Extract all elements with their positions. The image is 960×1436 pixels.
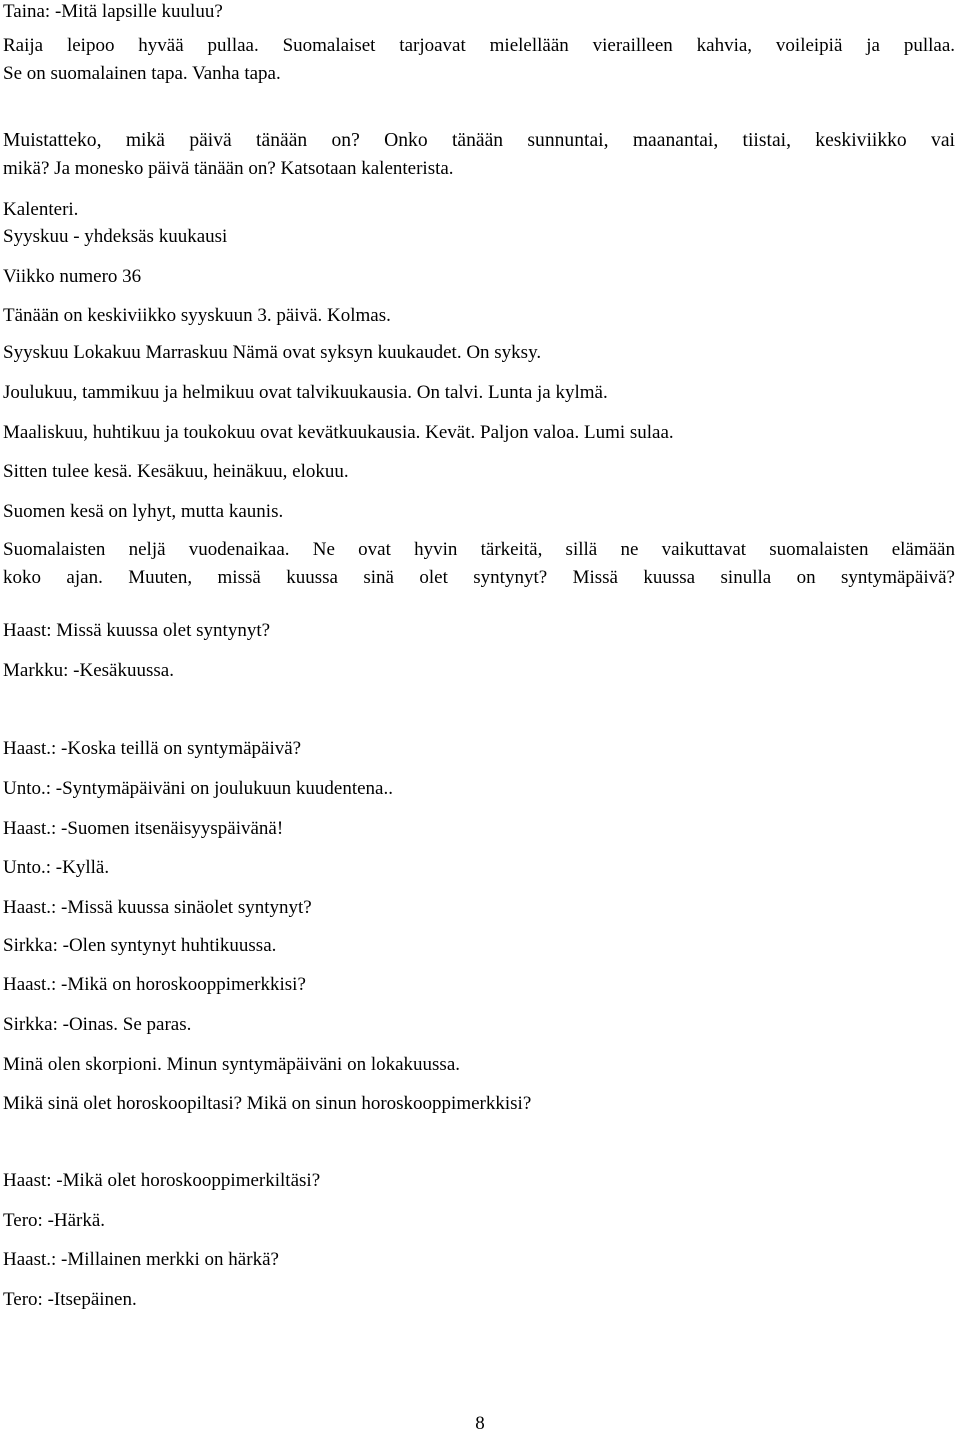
text-line: Tänään on keskiviikko syyskuun 3. päivä. Kolmas. <box>3 305 391 326</box>
text-line: Haast.: -Millainen merkki on härkä? <box>3 1249 279 1270</box>
text-line: Kalenteri. <box>3 199 79 220</box>
text-line: Mikä sinä olet horoskoopiltasi? Mikä on sinun horoskooppimerkkisi? <box>3 1093 532 1114</box>
text-line: Haast.: -Suomen itsenäisyyspäivänä! <box>3 818 284 839</box>
text-line: Viikko numero 36 <box>3 266 142 287</box>
text-line: Haast.: -Mikä on horoskooppimerkkisi? <box>3 974 306 995</box>
text-line: Syyskuu - yhdeksäs kuukausi <box>3 226 228 247</box>
text-line: Muistatteko, mikä päivä tänään on? Onko tänään sunnuntai, maanantai, tiistai, keskiviikko vai <box>3 130 955 151</box>
text-line: Haast.: -Koska teillä on syntymäpäivä? <box>3 738 302 759</box>
text-line: Tero: -Itsepäinen. <box>3 1289 137 1310</box>
text-line: Se on suomalainen tapa. Vanha tapa. <box>3 63 281 84</box>
text-line: Markku: -Kesäkuussa. <box>3 660 174 681</box>
text-line: Haast: Missä kuussa olet syntynyt? <box>3 620 271 641</box>
page-number: 8 <box>475 1413 485 1434</box>
text-line: Maaliskuu, huhtikuu ja toukokuu ovat kevätkuukausia. Kevät. Paljon valoa. Lumi sulaa. <box>3 422 674 443</box>
text-line: koko ajan. Muuten, missä kuussa sinä olet syntynyt? Missä kuussa sinulla on syntymäpäivä? <box>3 567 955 588</box>
text-line: Joulukuu, tammikuu ja helmikuu ovat talvikuukausia. On talvi. Lunta ja kylmä. <box>3 382 608 403</box>
text-line: Sirkka: -Olen syntynyt huhtikuussa. <box>3 935 277 956</box>
text-line: Sitten tulee kesä. Kesäkuu, heinäkuu, elokuu. <box>3 461 349 482</box>
text-line: Raija leipoo hyvää pullaa. Suomalaiset tarjoavat mielellään vierailleen kahvia, voileipiä ja pullaa. <box>3 35 955 56</box>
text-line: Suomen kesä on lyhyt, mutta kaunis. <box>3 501 284 522</box>
text-line: Taina: -Mitä lapsille kuuluu? <box>3 1 223 22</box>
text-line: Haast: -Mikä olet horoskooppimerkiltäsi? <box>3 1170 321 1191</box>
text-line: Haast.: -Missä kuussa sinäolet syntynyt? <box>3 897 312 918</box>
text-line: Syyskuu Lokakuu Marraskuu Nämä ovat syksyn kuukaudet. On syksy. <box>3 342 542 363</box>
text-line: Tero: -Härkä. <box>3 1210 106 1231</box>
text-line: Suomalaisten neljä vuodenaikaa. Ne ovat hyvin tärkeitä, sillä ne vaikuttavat suomalaisten elämään <box>3 539 955 560</box>
text-line: Unto.: -Syntymäpäiväni on joulukuun kuudentena.. <box>3 778 393 799</box>
text-line: mikä? Ja monesko päivä tänään on? Katsotaan kalenterista. <box>3 158 454 179</box>
text-line: Unto.: -Kyllä. <box>3 857 110 878</box>
text-line: Sirkka: -Oinas. Se paras. <box>3 1014 192 1035</box>
text-line: Minä olen skorpioni. Minun syntymäpäiväni on lokakuussa. <box>3 1054 461 1075</box>
